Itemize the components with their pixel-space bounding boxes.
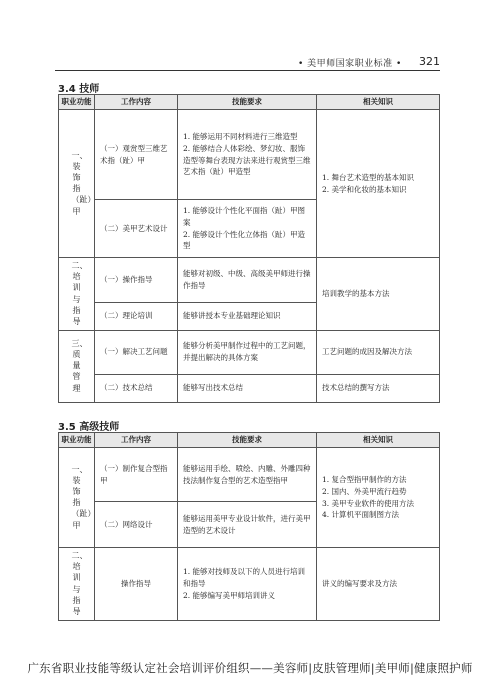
- content-cell: （二）技术总结: [95, 374, 178, 402]
- footer-banner: 广东省职业技能等级认定社会培训评价组织——美容师|皮肤管理师|美甲师|健康照护师: [27, 661, 473, 675]
- content-cell: （二）网络设计: [95, 502, 178, 548]
- function-label: 三、质量管理: [71, 338, 88, 393]
- column-header: 工作内容: [95, 433, 178, 448]
- skill-cell: 能够对初级、中级、高级美甲师进行操作指导: [178, 258, 317, 303]
- column-header: 技能要求: [178, 433, 317, 448]
- knowledge-cell: 培训教学的基本方法: [317, 258, 440, 331]
- skill-cell: 1. 能够对技师及以下的人员进行培训和指导 2. 能够编写美甲师培训讲义: [178, 548, 317, 621]
- column-header: 相关知识: [317, 433, 440, 448]
- function-label: 二、培训与指导: [71, 551, 88, 616]
- table-row: [59, 258, 440, 303]
- page-number: 321: [419, 55, 440, 68]
- function-label: 二、培训与指导: [71, 261, 88, 326]
- column-header: 相关知识: [317, 95, 440, 110]
- table-row: [59, 448, 440, 502]
- table-row: [59, 548, 440, 621]
- running-head: • 美甲师国家职业标准 •: [298, 59, 402, 69]
- section-title: 3.5 高级技师: [58, 422, 120, 433]
- skill-cell: 能够写出技术总结: [178, 374, 317, 402]
- function-cell: [59, 548, 95, 621]
- content-cell: （一）解决工艺问题: [95, 330, 178, 374]
- column-header: 职业功能: [59, 95, 95, 110]
- header-rule: [55, 70, 440, 71]
- skill-cell: 能够讲授本专业基础理论知识: [178, 302, 317, 330]
- content-cell: 操作指导: [95, 548, 178, 621]
- content-cell: （一）操作指导: [95, 258, 178, 303]
- content-cell: （一）制作复合型指甲: [95, 448, 178, 502]
- section-title: 3.4 技师: [58, 84, 100, 95]
- skill-cell: 能够分析美甲制作过程中的工艺问题，并提出解决的具体方案: [178, 330, 317, 374]
- skill-cell: 能够运用美甲专业设计软件，进行美甲造型的艺术设计: [178, 502, 317, 548]
- content-cell: （一）观赏型三维艺术指（趾）甲: [95, 110, 178, 200]
- knowledge-cell: 1. 舞台艺术造型的基本知识 2. 美学和化妆的基本知识: [317, 110, 440, 258]
- column-header: 工作内容: [95, 95, 178, 110]
- function-cell: [59, 258, 95, 331]
- knowledge-cell: 技术总结的撰写方法: [317, 374, 440, 402]
- skill-cell: 1. 能够运用不同材料进行三维造型 2. 能够结合人体彩绘、梦幻妆、服饰造型等舞台表现方法来进行观赏型三维艺术指（趾）甲造型: [178, 110, 317, 200]
- knowledge-cell: 讲义的编写要求及方法: [317, 548, 440, 621]
- function-cell: [59, 330, 95, 402]
- table-row: [59, 330, 440, 374]
- table-header-row: [59, 433, 440, 448]
- table-row: [59, 374, 440, 402]
- skills-table-technician: [58, 94, 440, 403]
- skill-cell: 1. 能够设计个性化平面指（趾）甲图案 2. 能够设计个性化立体指（趾）甲造型: [178, 200, 317, 258]
- table-header-row: [59, 95, 440, 110]
- column-header: 技能要求: [178, 95, 317, 110]
- knowledge-cell: 工艺问题的成因及解决方法: [317, 330, 440, 374]
- table-row: [59, 110, 440, 200]
- content-cell: （二）美甲艺术设计: [95, 200, 178, 258]
- skill-cell: 能够运用手绘、喷绘、内雕、外雕四种技法制作复合型的艺术造型指甲: [178, 448, 317, 502]
- function-label: 一、装饰指（趾）甲: [71, 464, 96, 530]
- function-cell: [59, 110, 95, 258]
- function-cell: [59, 448, 95, 548]
- knowledge-cell: 1. 复合型指甲制作的方法 2. 国内、外美甲流行趋势 3. 美甲专业软件的使用方法 4. 计算机平面制图方法: [317, 448, 440, 548]
- column-header: 职业功能: [59, 433, 95, 448]
- content-cell: （二）理论培训: [95, 302, 178, 330]
- skills-table-senior-technician: [58, 432, 440, 621]
- function-label: 一、装饰指（趾）甲: [71, 150, 96, 216]
